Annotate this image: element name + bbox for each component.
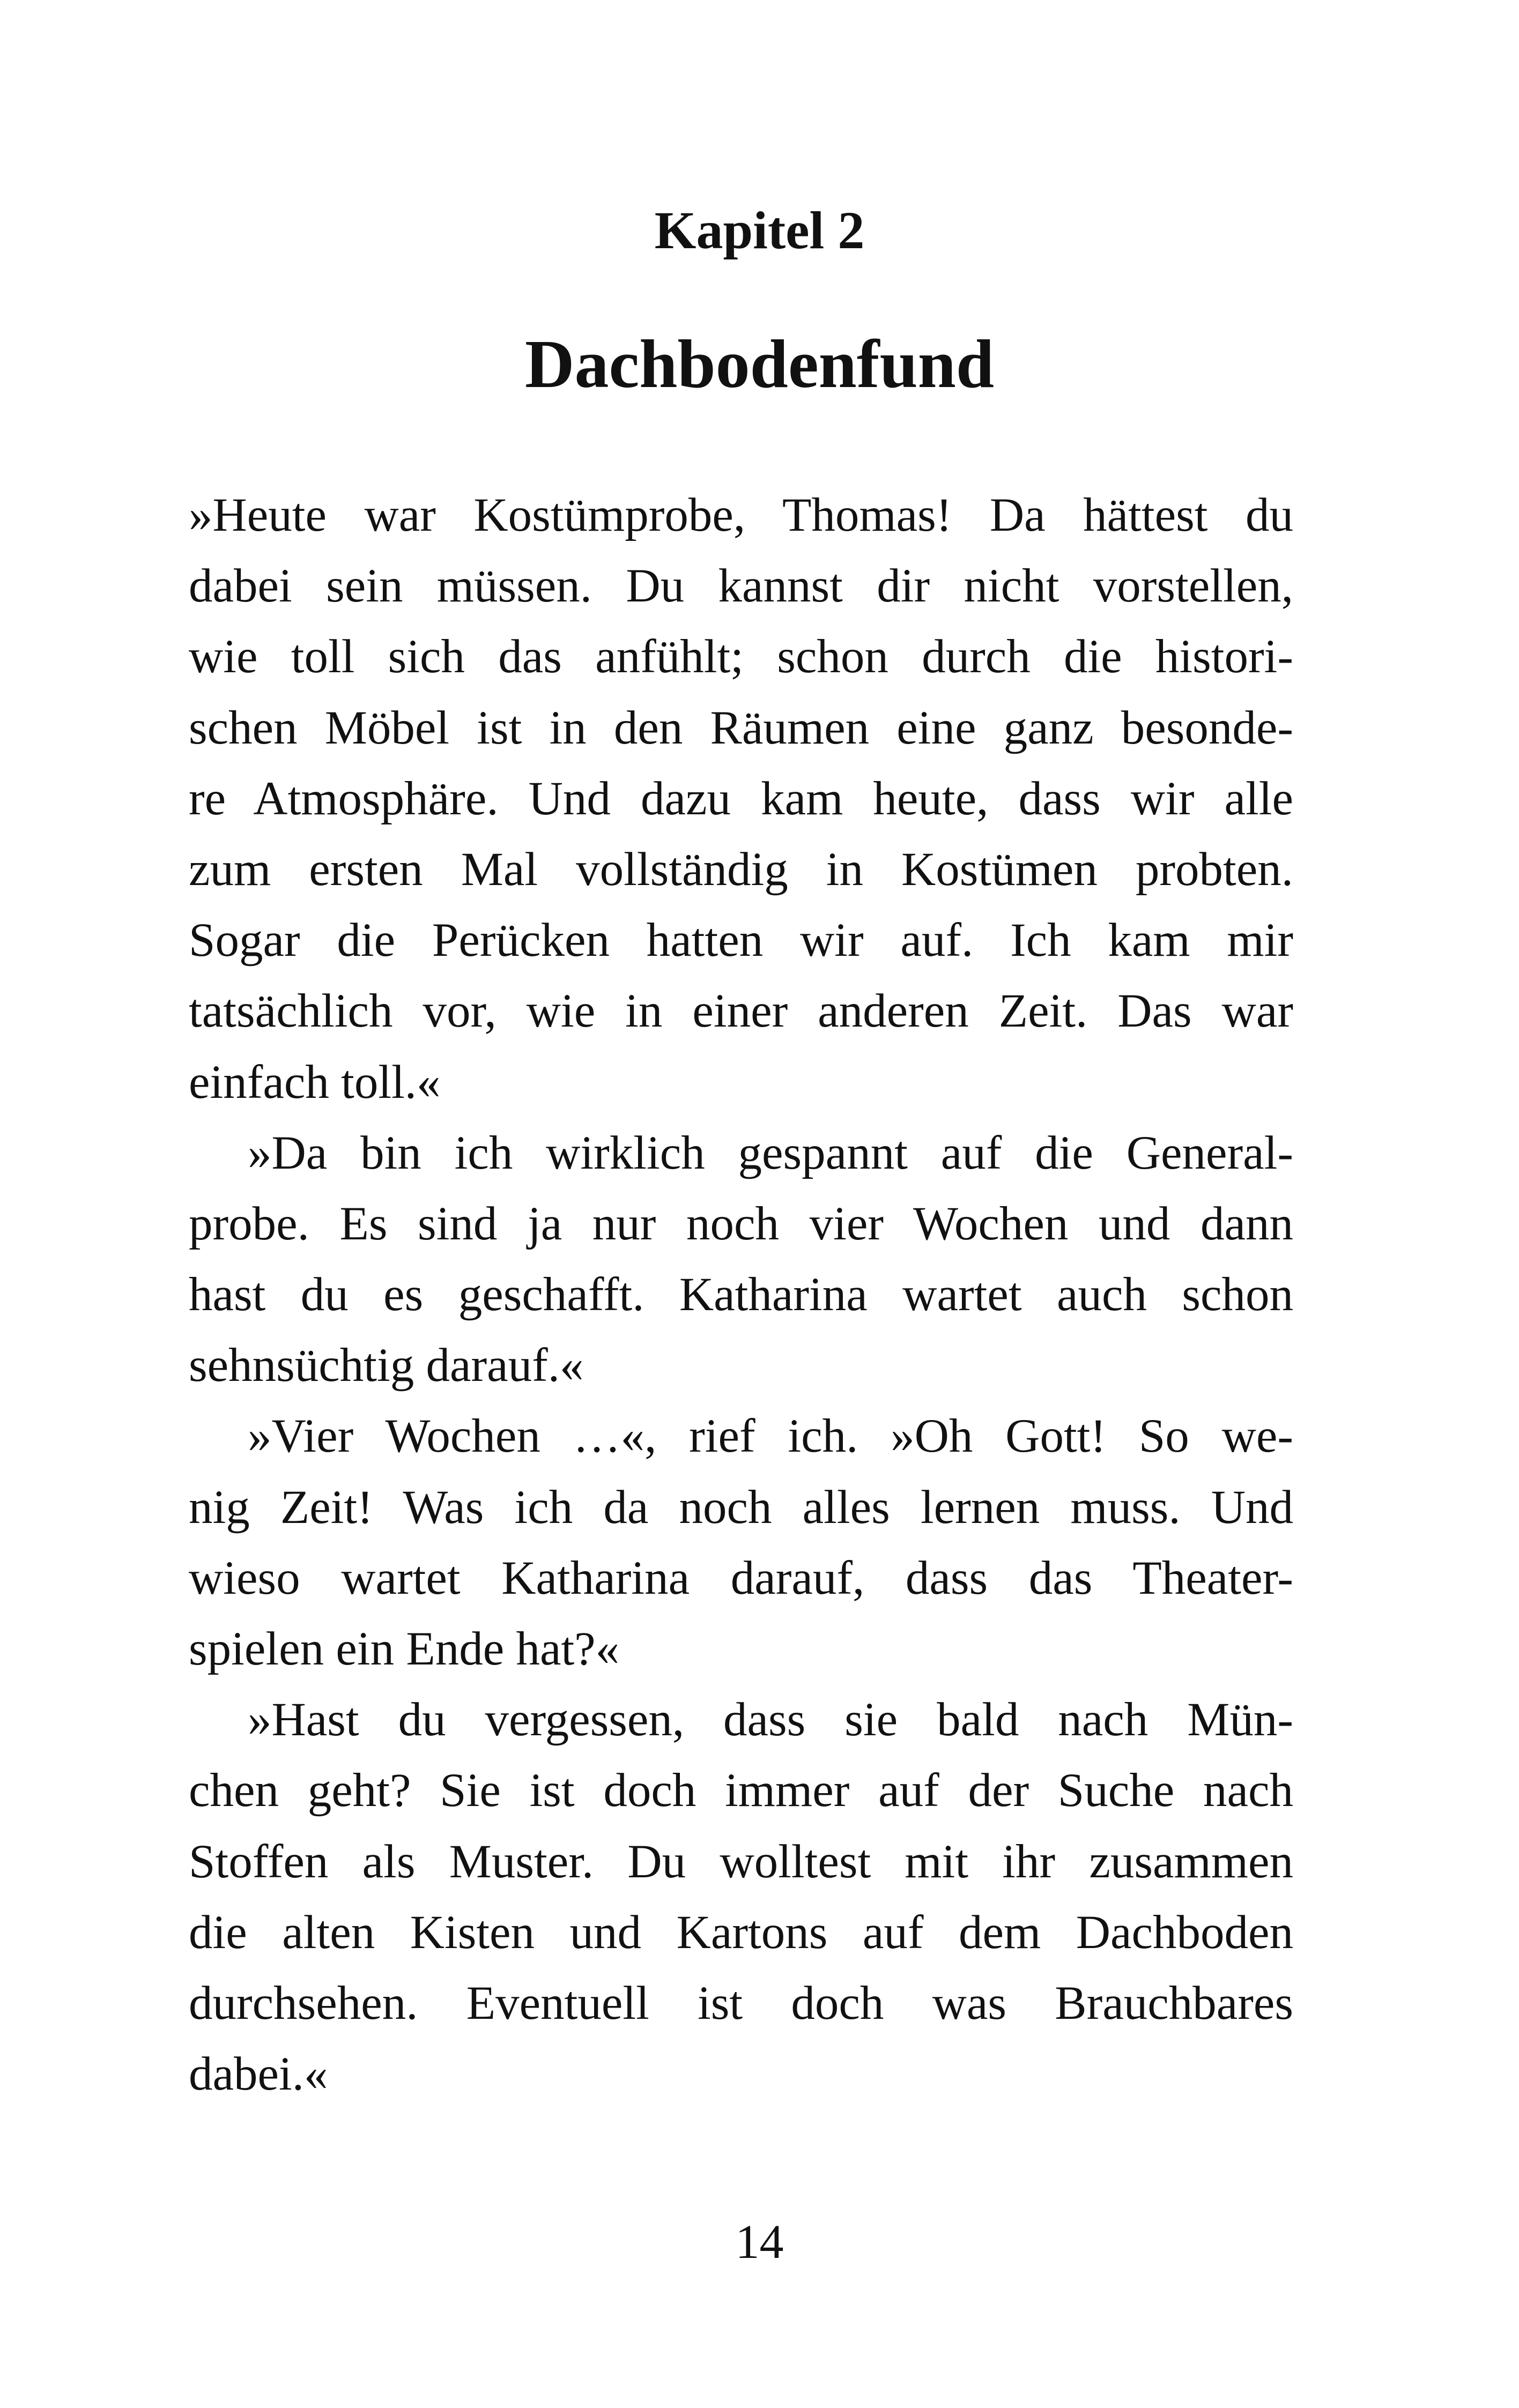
text-line: dabei sein müssen. Du kannst dir nicht vorstellen, — [189, 560, 1293, 613]
text-line: wie toll sich das anfühlt; schon durch die histori- — [189, 630, 1293, 683]
text-line: die alten Kisten und Kartons auf dem Dachboden — [189, 1906, 1293, 1959]
text-line: hast du es geschafft. Katharina wartet auch schon — [189, 1268, 1293, 1321]
text-line: dabei.« — [189, 2048, 328, 2101]
text-line: spielen ein Ende hat?« — [189, 1623, 620, 1675]
text-line: »Da bin ich wirklich gespannt auf die General- — [248, 1126, 1293, 1179]
text-line: einfach toll.« — [189, 1056, 441, 1109]
text-line: Sogar die Perücken hatten wir auf. Ich kam mir — [189, 914, 1293, 967]
text-line: »Hast du vergessen, dass sie bald nach Mün- — [248, 1693, 1293, 1746]
text-line: zum ersten Mal vollständig in Kostümen probten. — [189, 843, 1293, 896]
chapter-label: Kapitel 2 — [654, 200, 865, 260]
chapter-title: Dachbodenfund — [525, 326, 994, 402]
text-line: sehnsüchtig darauf.« — [189, 1339, 584, 1392]
text-line: chen geht? Sie ist doch immer auf der Suche nach — [189, 1764, 1293, 1817]
text-line: probe. Es sind ja nur noch vier Wochen und dann — [189, 1197, 1293, 1250]
text-line: schen Möbel ist in den Räumen eine ganz besonde- — [189, 701, 1293, 754]
text-line: durchsehen. Eventuell ist doch was Brauchbares — [189, 1976, 1293, 2030]
text-line: »Vier Wochen …«, rief ich. »Oh Gott! So we- — [248, 1410, 1293, 1463]
text-line: Stoffen als Muster. Du wolltest mit ihr zusammen — [189, 1835, 1293, 1888]
page-number: 14 — [735, 2216, 784, 2269]
text-line: »Heute war Kostümprobe, Thomas! Da hättest du — [189, 489, 1293, 541]
text-line: nig Zeit! Was ich da noch alles lernen muss. Und — [189, 1481, 1293, 1534]
body-text — [189, 480, 1293, 2109]
text-line: tatsächlich vor, wie in einer anderen Zeit. Das war — [189, 985, 1293, 1038]
text-line: re Atmosphäre. Und dazu kam heute, dass wir alle — [189, 772, 1293, 825]
text-line: wieso wartet Katharina darauf, dass das Theater- — [189, 1551, 1293, 1604]
